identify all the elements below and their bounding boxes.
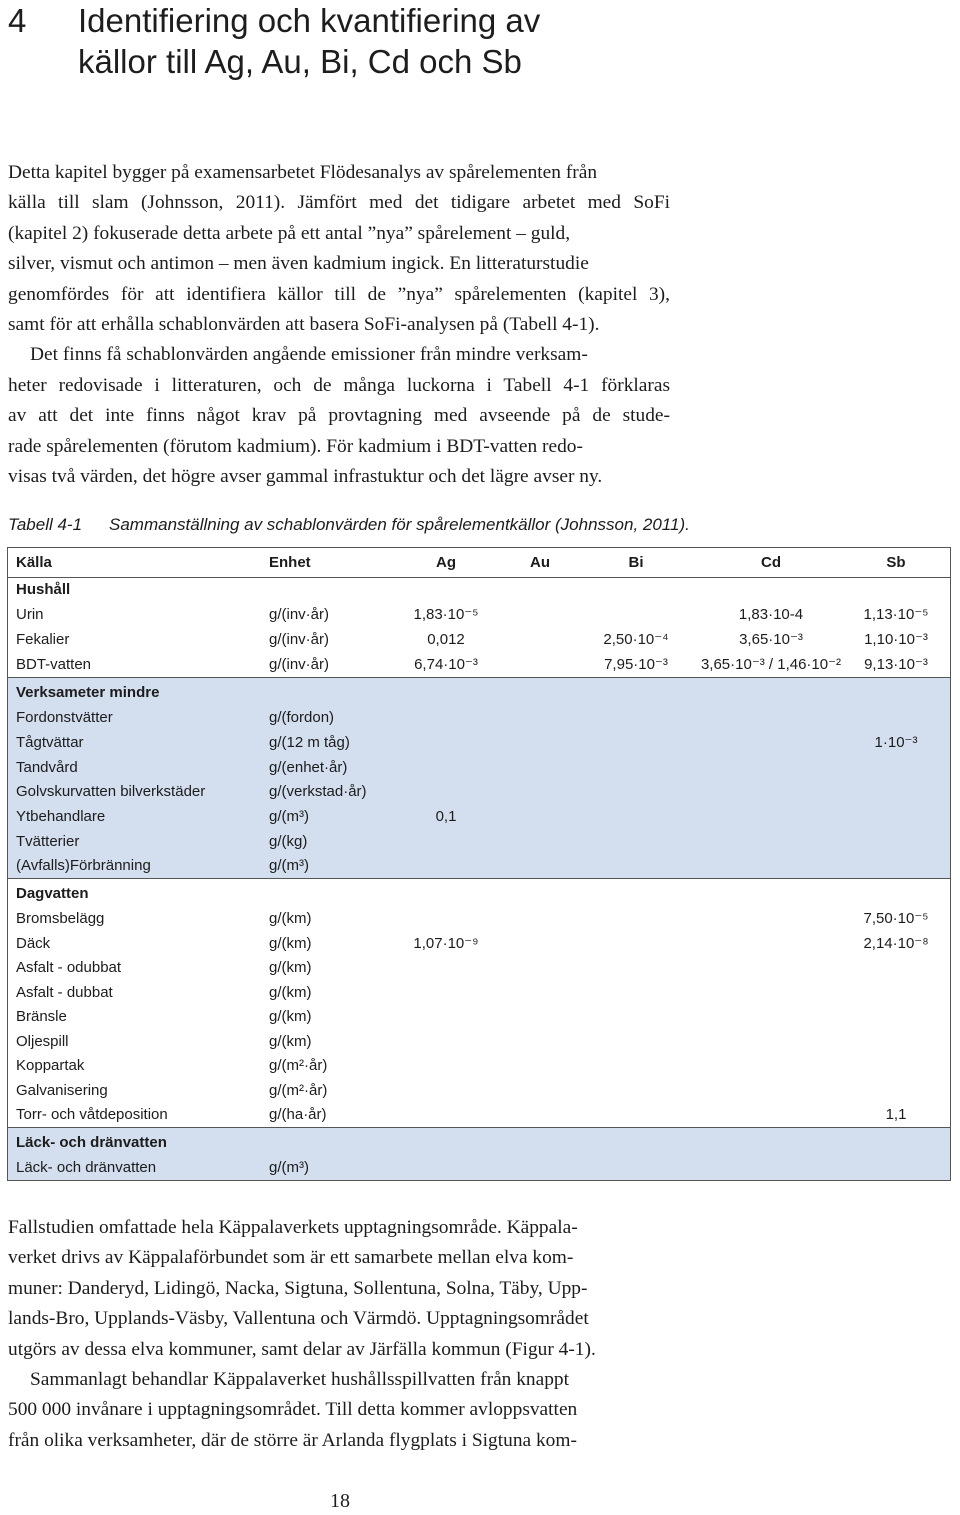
cell-bi: 7,95·10⁻³ bbox=[604, 656, 668, 673]
cell-source: Dagvatten bbox=[16, 885, 89, 902]
paragraph-line: Det finns få schablonvärden angående emissioner från mindre verksam- bbox=[30, 344, 588, 366]
cell-source: Fekalier bbox=[16, 631, 70, 648]
chapter-title-line: Identifiering och kvantifiering av bbox=[78, 2, 541, 39]
cell-unit: g/(km) bbox=[269, 935, 312, 952]
cell-unit: g/(verkstad·år) bbox=[269, 783, 367, 800]
table-caption-text: Sammanställning av schablonvärden för spårelementkällor (Johnsson, 2011). bbox=[109, 515, 690, 534]
cell-ag: 6,74·10⁻³ bbox=[414, 656, 478, 673]
cell-cd: 3,65·10⁻³ / 1,46·10⁻² bbox=[700, 656, 842, 673]
cell-ag: 0,012 bbox=[427, 631, 465, 648]
cell-source: Asfalt - dubbat bbox=[16, 984, 113, 1001]
table-row bbox=[8, 1030, 950, 1054]
cell-unit: g/(m³) bbox=[269, 808, 309, 825]
header-cd: Cd bbox=[761, 554, 781, 571]
table-section-row bbox=[8, 1131, 950, 1155]
table-row bbox=[8, 805, 950, 829]
cell-source: (Avfalls)Förbränning bbox=[16, 857, 151, 874]
chapter-title-line: källor till Ag, Au, Bi, Cd och Sb bbox=[78, 43, 522, 80]
cell-unit: g/(inv·år) bbox=[269, 606, 330, 623]
cell-source: Läck- och dränvatten bbox=[16, 1134, 167, 1151]
paragraph-line: källa till slam (Johnsson, 2011). Jämfört med det tidigare arbetet med SoFi bbox=[8, 192, 670, 214]
table-section-divider bbox=[8, 677, 950, 678]
table-caption-label: Tabell 4-1 bbox=[8, 515, 83, 534]
cell-source: Däck bbox=[16, 935, 51, 952]
paragraph-line: Detta kapitel bygger på examensarbetet Flödesanalys av spårelementen från bbox=[8, 162, 598, 183]
page-number: 18 bbox=[330, 1490, 350, 1512]
cell-unit: g/(kg) bbox=[269, 833, 308, 850]
chapter-title bbox=[78, 0, 540, 82]
paragraph-line: Sammanlagt behandlar Käppalaverket hushållsspillvatten från knappt bbox=[30, 1369, 569, 1391]
table-section-divider bbox=[8, 878, 950, 879]
table-section-row bbox=[8, 578, 950, 602]
cell-source: Tågtvättar bbox=[16, 734, 84, 751]
cell-source: Urin bbox=[16, 606, 44, 623]
header-sb: Sb bbox=[886, 554, 906, 571]
cell-source: Koppartak bbox=[16, 1057, 85, 1074]
paragraph-line: muner: Danderyd, Lidingö, Nacka, Sigtuna, Sollentuna, Solna, Täby, Upp- bbox=[8, 1277, 588, 1299]
cell-source: Verksameter mindre bbox=[16, 684, 160, 701]
cell-sb: 1,13·10⁻⁵ bbox=[863, 606, 929, 623]
table-row bbox=[8, 981, 950, 1005]
cell-source: Fordonstvätter bbox=[16, 709, 113, 726]
table-row bbox=[8, 1005, 950, 1029]
table-row bbox=[8, 1079, 950, 1103]
table-row bbox=[8, 1156, 950, 1180]
cell-ag: 1,83·10⁻⁵ bbox=[413, 606, 479, 623]
table-row bbox=[8, 932, 950, 956]
cell-unit: g/(km) bbox=[269, 1008, 312, 1025]
paragraph-line: silver, vismut och antimon – men även kadmium ingick. En litteraturstudie bbox=[8, 253, 589, 275]
table-section-divider bbox=[8, 1127, 950, 1128]
paragraph-line: verket drivs av Käppalaförbundet som är ett samarbete mellan elva kom- bbox=[8, 1247, 574, 1269]
cell-source: Bränsle bbox=[16, 1008, 67, 1025]
chapter-number: 4 bbox=[8, 2, 27, 39]
cell-source: Bromsbelägg bbox=[16, 910, 105, 927]
table-row bbox=[8, 830, 950, 854]
cell-sb: 7,50·10⁻⁵ bbox=[863, 910, 929, 927]
header-au: Au bbox=[530, 554, 550, 571]
paragraph-line: (kapitel 2) fokuserade detta arbete på ett antal ”nya” spårelement – guld, bbox=[8, 222, 571, 244]
cell-source: Asfalt - odubbat bbox=[16, 959, 122, 976]
source-value-table bbox=[7, 547, 951, 1181]
cell-unit: g/(m²·år) bbox=[269, 1082, 328, 1099]
cell-cd: 3,65·10⁻³ bbox=[739, 631, 803, 648]
cell-source: Tandvård bbox=[16, 759, 78, 776]
intro-paragraph bbox=[8, 158, 670, 492]
header-unit: Enhet bbox=[269, 554, 311, 571]
cell-source: Läck- och dränvatten bbox=[16, 1159, 157, 1176]
table-row bbox=[8, 731, 950, 755]
cell-unit: g/(12 m tåg) bbox=[269, 734, 350, 751]
cell-sb: 2,14·10⁻⁸ bbox=[863, 935, 929, 952]
cell-unit: g/(enhet·år) bbox=[269, 759, 348, 776]
header-source: Källa bbox=[16, 554, 52, 571]
paragraph-line: lands-Bro, Upplands-Väsby, Vallentuna och Värmdö. Upptagningsområdet bbox=[8, 1308, 589, 1330]
cell-source: BDT-vatten bbox=[16, 656, 92, 673]
cell-sb: 1,1 bbox=[885, 1106, 907, 1123]
table-row bbox=[8, 706, 950, 730]
cell-source: Galvanisering bbox=[16, 1082, 108, 1099]
cell-sb: 9,13·10⁻³ bbox=[864, 656, 928, 673]
table-row bbox=[8, 780, 950, 804]
cell-unit: g/(km) bbox=[269, 959, 312, 976]
cell-source: Ytbehandlare bbox=[16, 808, 106, 825]
paragraph-line: utgörs av dessa elva kommuner, samt delar av Järfälla kommun (Figur 4-1). bbox=[8, 1338, 596, 1360]
header-bi: Bi bbox=[628, 554, 644, 571]
paragraph-line: av att det inte finns något krav på provtagning med avseende på de stude- bbox=[8, 405, 670, 427]
paragraph-line: genomfördes för att identifiera källor till de ”nya” spårelementen (kapitel 3), bbox=[8, 283, 670, 305]
cell-source: Golvskurvatten bilverkstäder bbox=[16, 783, 206, 800]
table-row bbox=[8, 907, 950, 931]
cell-unit: g/(m³) bbox=[269, 1159, 309, 1176]
cell-unit: g/(m²·år) bbox=[269, 1057, 328, 1074]
table-row bbox=[8, 1054, 950, 1078]
table-header-row bbox=[8, 548, 950, 578]
cell-unit: g/(inv·år) bbox=[269, 656, 330, 673]
cell-sb: 1·10⁻³ bbox=[874, 734, 918, 751]
paragraph-line: rade spårelementen (förutom kadmium). För kadmium i BDT-vatten redo- bbox=[8, 435, 583, 457]
table-section-row bbox=[8, 882, 950, 906]
paragraph-line: från olika verksamheter, där de större är Arlanda flygplats i Sigtuna kom- bbox=[8, 1429, 577, 1451]
paragraph-line: 500 000 invånare i upptagningsområdet. Till detta kommer avloppsvatten bbox=[8, 1399, 578, 1421]
table-row bbox=[8, 956, 950, 980]
cell-source: Tvätterier bbox=[16, 833, 80, 850]
paragraph-line: samt för att erhålla schablonvärden att basera SoFi-analysen på (Tabell 4-1). bbox=[8, 314, 600, 336]
table-row bbox=[8, 603, 950, 627]
cell-cd: 1,83·10-4 bbox=[738, 606, 804, 623]
cell-unit: g/(ha·år) bbox=[269, 1106, 327, 1123]
cell-unit: g/(fordon) bbox=[269, 709, 335, 726]
cell-sb: 1,10·10⁻³ bbox=[864, 631, 928, 648]
cell-unit: g/(km) bbox=[269, 984, 312, 1001]
cell-source: Hushåll bbox=[16, 581, 71, 598]
cell-unit: g/(km) bbox=[269, 910, 312, 927]
cell-ag: 1,07·10⁻⁹ bbox=[413, 935, 479, 952]
cell-bi: 2,50·10⁻⁴ bbox=[603, 631, 669, 648]
cell-unit: g/(m³) bbox=[269, 857, 309, 874]
cell-unit: g/(inv·år) bbox=[269, 631, 330, 648]
cell-unit: g/(km) bbox=[269, 1033, 312, 1050]
table-section-row bbox=[8, 681, 950, 705]
cell-ag: 0,1 bbox=[435, 808, 457, 825]
paragraph-line: visas två värden, det högre avser gammal infrastuktur och det lägre avser ny. bbox=[8, 466, 603, 488]
cell-source: Oljespill bbox=[16, 1033, 69, 1050]
header-ag: Ag bbox=[436, 554, 456, 571]
table-row bbox=[8, 1103, 950, 1127]
table-row bbox=[8, 653, 950, 677]
paragraph-line: heter redovisade i litteraturen, och de många luckorna i Tabell 4-1 förklaras bbox=[8, 374, 670, 396]
cell-source: Torr- och våtdeposition bbox=[16, 1106, 168, 1123]
outro-paragraph bbox=[8, 1213, 670, 1456]
table-row bbox=[8, 854, 950, 878]
paragraph-line: Fallstudien omfattade hela Käppalaverkets upptagningsområde. Käppala- bbox=[8, 1217, 578, 1238]
table-row bbox=[8, 756, 950, 780]
table-row bbox=[8, 628, 950, 652]
